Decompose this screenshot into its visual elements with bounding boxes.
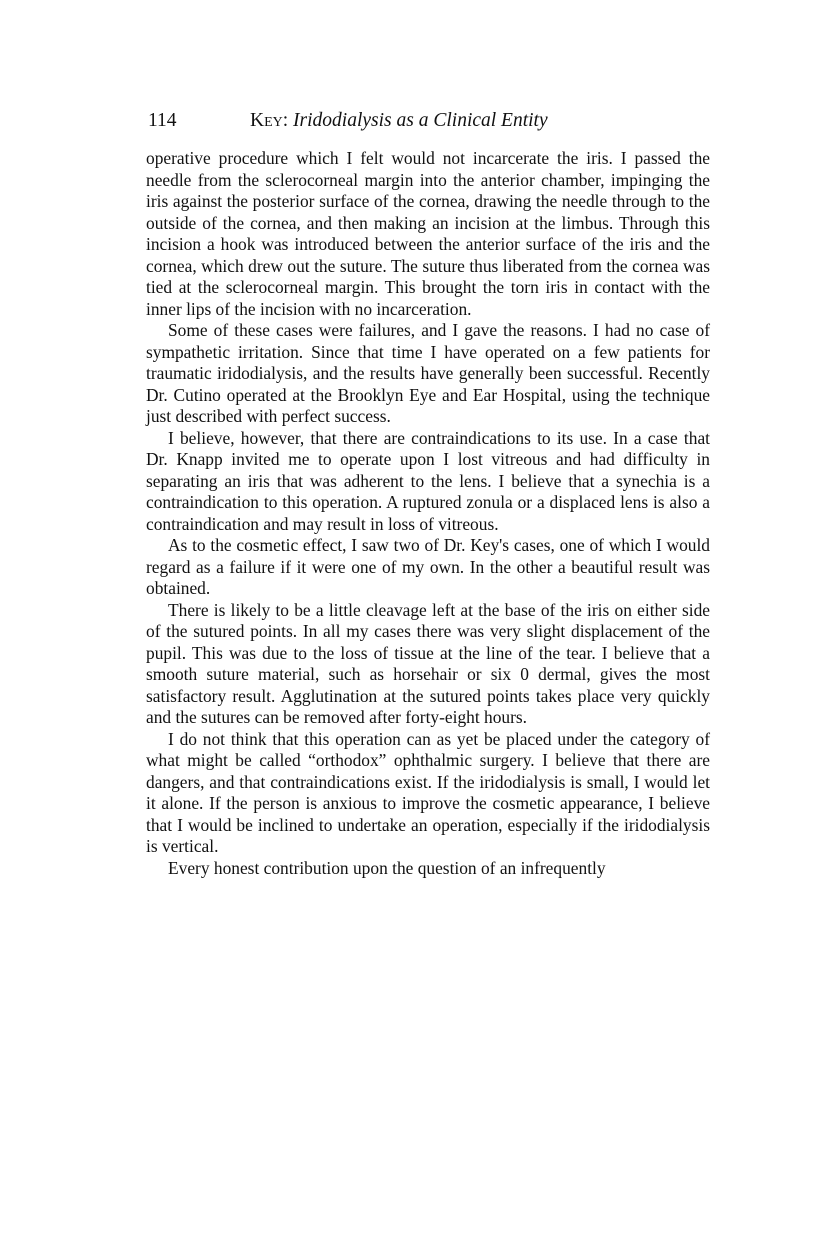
author-name: Key bbox=[250, 110, 283, 131]
article-title: Iridodialysis as a Clinical Entity bbox=[293, 110, 548, 131]
paragraph-continued: operative procedure which I felt would not incarcerate the iris. I passed the needle from the sclerocorneal margin into the anterior chamber, impinging the iris against the posterior surface of the cornea, drawing the needle through to the outside of the cornea, and then making an incision at the limbus. Through this incision a hook was introduced between the anterior surface of the iris and the cornea, which drew out the suture. The suture thus liberated from the cornea was tied at the sclerocorneal margin. This brought the torn iris in contact with the inner lips of the incision with no incarceration. bbox=[146, 148, 710, 319]
page-number: 114 bbox=[148, 110, 177, 131]
paragraph: As to the cosmetic effect, I saw two of Dr. Key's cases, one of which I would regard as a failure if it were one of my own. In the other a beautiful result was obtained. bbox=[146, 535, 710, 598]
paragraph: Every honest contribution upon the question of an infrequently bbox=[168, 857, 606, 878]
paragraph: Some of these cases were failures, and I gave the reasons. I had no case of sympathetic irritation. Since that time I have operated on a few patients for traumatic iridodialysis, and the results have generally been successful. Recently Dr. Cutino operated at the Brooklyn Eye and Ear Hospital, using the technique just described with perfect success. bbox=[146, 320, 710, 426]
running-header bbox=[146, 104, 710, 138]
journal-page bbox=[146, 104, 710, 879]
article-body bbox=[146, 148, 710, 879]
paragraph: I believe, however, that there are contraindications to its use. In a case that Dr. Knapp invited me to operate upon I lost vitreous and had difficulty in separating an iris that was adherent to the lens. I believe that a synechia is a contraindication to this operation. A ruptured zonula or a displaced lens is also a contraindication and may result in loss of vitreous. bbox=[146, 427, 710, 534]
running-title bbox=[250, 104, 548, 138]
paragraph: I do not think that this operation can as yet be placed under the category of what might be called “orthodox” ophthalmic surgery. I believe that there are dangers, and that contraindications exist. If the iridodialysis is small, I would let it alone. If the person is anxious to improve the cosmetic appearance, I believe that I would be inclined to undertake an operation, especially if the iridodialysis is vertical. bbox=[146, 728, 710, 856]
paragraph: There is likely to be a little cleavage left at the base of the iris on either side of the sutured points. In all my cases there was very slight displacement of the pupil. This was due to the loss of tissue at the line of the tear. I believe that a smooth suture material, such as horsehair or six 0 dermal, gives the most satisfactory result. Agglutination at the sutured points takes place very quickly and the sutures can be removed after forty-eight hours. bbox=[146, 599, 710, 727]
title-separator: : bbox=[282, 110, 294, 131]
